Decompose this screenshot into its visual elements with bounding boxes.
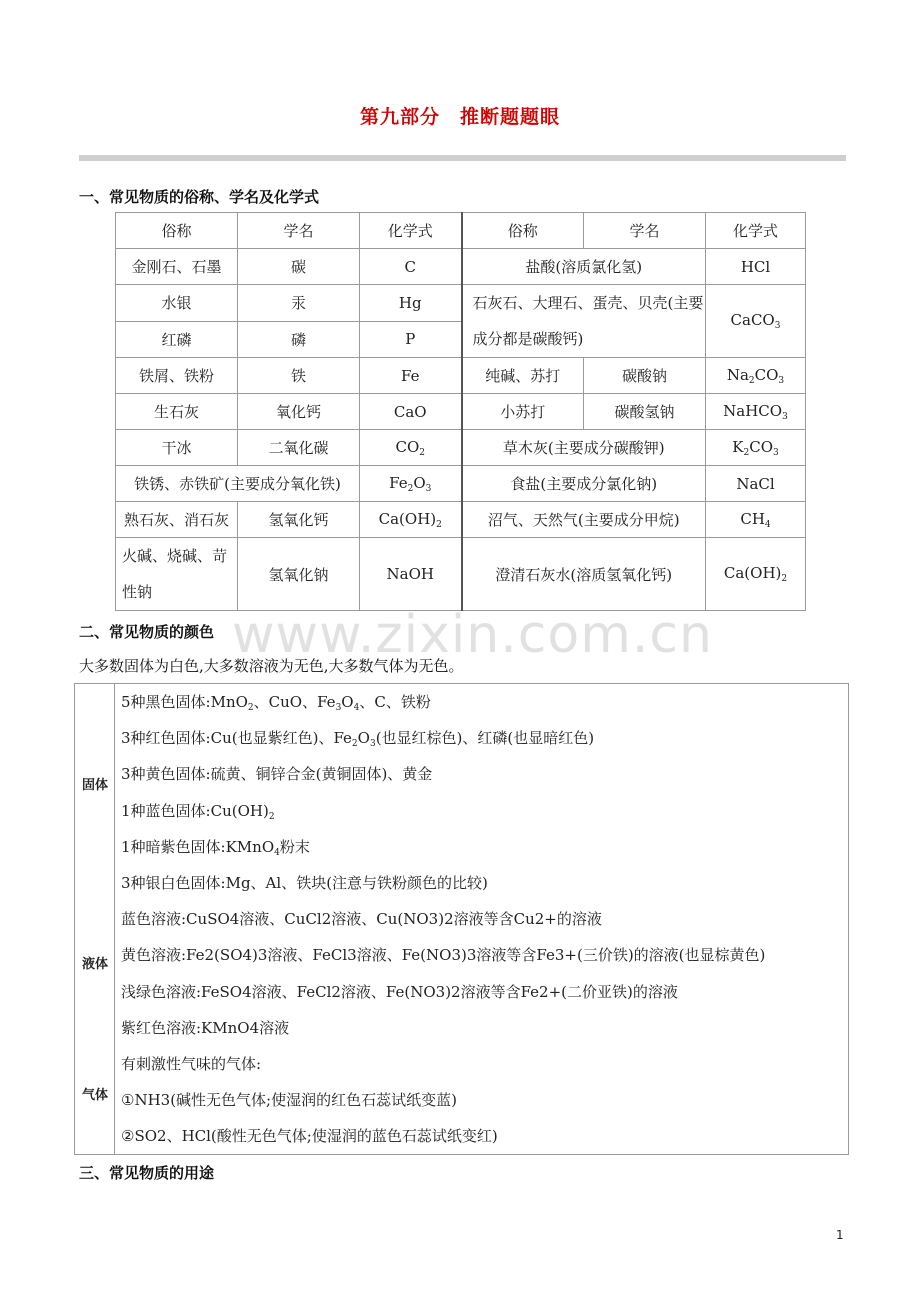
chemical-name-cell: 氧化钙 xyxy=(238,394,360,430)
common-name-cell: 熟石灰、消石灰 xyxy=(116,502,238,538)
list-item: 3种银白色固体:Mg、Al、铁块(注意与铁粉颜色的比较) xyxy=(121,873,488,892)
common-name-cell: 盐酸(溶质氯化氢) xyxy=(462,249,706,285)
common-name-cell: 红磷 xyxy=(116,321,238,358)
formula-cell: Fe xyxy=(360,358,462,394)
chemical-name-cell: 汞 xyxy=(238,285,360,322)
list-item: ②SO2、HCl(酸性无色气体;使湿润的蓝色石蕊试纸变红) xyxy=(121,1127,498,1146)
formula-cell: $CO_2$ xyxy=(360,430,462,466)
formula-cell: NaCl xyxy=(706,466,806,502)
common-name-cell: 铁锈、赤铁矿(主要成分氧化铁) xyxy=(116,466,360,502)
common-name-cell: 金刚石、石墨 xyxy=(116,249,238,285)
formula-cell: C xyxy=(360,249,462,285)
list-item: 3种黄色固体:硫黄、铜锌合金(黄铜固体)、黄金 xyxy=(121,765,433,784)
category-liquid: 液体 xyxy=(81,957,108,972)
intro-paragraph: 大多数固体为白色,大多数溶液为无色,大多数气体为无色。 xyxy=(79,657,464,675)
common-name-cell: 澄清石灰水(溶质氢氧化钙) xyxy=(462,538,706,611)
chemical-name-cell: 二氧化碳 xyxy=(238,430,360,466)
section1-heading: 一、常见物质的俗称、学名及化学式 xyxy=(79,188,320,206)
list-item: 黄色溶液:Fe2(SO4)3溶液、FeCl3溶液、Fe(NO3)3溶液等含Fe3+(三价铁)的溶液(也显棕黄色) xyxy=(121,946,766,965)
list-item: 1种暗紫色固体:KMnO$_4$粉末 xyxy=(121,837,310,858)
common-name-cell: 食盐(主要成分氯化钠) xyxy=(462,466,706,502)
header-cell: 化学式 xyxy=(706,213,806,249)
section3-heading: 三、常见物质的用途 xyxy=(79,1164,215,1182)
formula-cell: $Ca(OH)_2$ xyxy=(706,538,806,611)
page-title: 第九部分 推断题题眼 xyxy=(359,106,560,128)
formula-cell: $CH_4$ xyxy=(706,502,806,538)
common-name-cell: 纯碱、苏打 xyxy=(462,358,584,394)
list-item: 有刺激性气味的气体: xyxy=(121,1054,262,1073)
formula-cell: Hg xyxy=(360,285,462,322)
common-name-cell: 火碱、烧碱、苛性钠 xyxy=(116,538,238,611)
list-item: 浅绿色溶液:FeSO4溶液、FeCl2溶液、Fe(NO3)2溶液等含Fe2+(二价亚铁)的溶液 xyxy=(121,982,678,1001)
chemical-name-cell: 碳 xyxy=(238,249,360,285)
chemical-name-cell: 氢氧化钙 xyxy=(238,502,360,538)
list-item: 紫红色溶液:KMnO4溶液 xyxy=(121,1018,290,1037)
list-item: 3种红色固体:Cu(也显紫红色)、$Fe_2O_3$(也显红棕色)、红磷(也显暗红色) xyxy=(121,729,595,750)
header-cell: 化学式 xyxy=(360,213,462,249)
formula-cell: HCl xyxy=(706,249,806,285)
chemical-name-cell: 碳酸钠 xyxy=(584,358,706,394)
category-solid: 固体 xyxy=(81,778,108,793)
header-cell: 学名 xyxy=(238,213,360,249)
formula-cell: $Na_2CO_3$ xyxy=(706,358,806,394)
common-name-cell: 干冰 xyxy=(116,430,238,466)
chemical-name-cell: 磷 xyxy=(238,321,360,358)
watermark: www.zixin.com.cn xyxy=(232,605,713,665)
formula-cell: NaHCO$_3$ xyxy=(706,394,806,430)
chemical-name-cell: 碳酸氢钠 xyxy=(584,394,706,430)
formula-cell: CaO xyxy=(360,394,462,430)
formula-cell: $Fe_2O_3$ xyxy=(360,466,462,502)
list-item: 蓝色溶液:CuSO4溶液、CuCl2溶液、Cu(NO3)2溶液等含Cu2+的溶液 xyxy=(121,910,602,929)
list-item: 1种蓝色固体$:Cu(OH)_2$ xyxy=(121,801,275,822)
common-name-cell: 草木灰(主要成分碳酸钾) xyxy=(462,430,706,466)
section2-heading: 二、常见物质的颜色 xyxy=(79,623,215,641)
header-cell: 学名 xyxy=(584,213,706,249)
color-descriptions xyxy=(115,684,849,1155)
common-name-cell: 铁屑、铁粉 xyxy=(116,358,238,394)
common-name-cell: 石灰石、大理石、蛋壳、贝壳(主要成分都是碳酸钙) xyxy=(462,285,706,358)
title-divider xyxy=(79,155,846,161)
formula-cell: P xyxy=(360,321,462,358)
formula-cell: $K_2CO_3$ xyxy=(706,430,806,466)
formula-cell: $Ca(OH)_2$ xyxy=(360,502,462,538)
common-name-cell: 水银 xyxy=(116,285,238,322)
common-name-cell: 沼气、天然气(主要成分甲烷) xyxy=(462,502,706,538)
formula-cell: NaOH xyxy=(360,538,462,611)
colors-table xyxy=(74,683,849,1155)
category-column xyxy=(75,684,115,1155)
chemical-name-cell: 氢氧化钠 xyxy=(238,538,360,611)
substance-names-table xyxy=(115,212,806,611)
formula-cell: CaCO$_3$ xyxy=(706,285,806,358)
page-number: 1 xyxy=(836,1228,844,1242)
header-cell: 俗称 xyxy=(462,213,584,249)
header-cell: 俗称 xyxy=(116,213,238,249)
common-name-cell: 小苏打 xyxy=(462,394,584,430)
list-item: ①NH3(碱性无色气体;使湿润的红色石蕊试纸变蓝) xyxy=(121,1091,457,1110)
list-item: 5种黑色固体:MnO$_2$、CuO、$Fe_3O_4$、C、铁粉 xyxy=(121,693,431,713)
common-name-cell: 生石灰 xyxy=(116,394,238,430)
chemical-name-cell: 铁 xyxy=(238,358,360,394)
category-gas: 气体 xyxy=(81,1088,108,1103)
